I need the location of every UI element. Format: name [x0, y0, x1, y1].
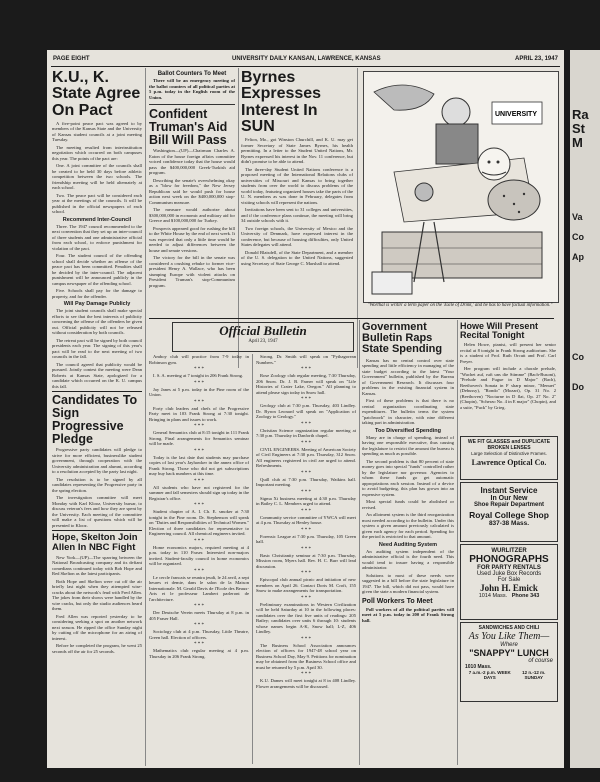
headline-howe: Howe Will Present Recital Tonight [460, 322, 538, 341]
folio-left: PAGE EIGHT [53, 56, 90, 62]
column-rule [359, 320, 360, 765]
official-bulletin-banner [172, 322, 354, 352]
column-1 [52, 70, 142, 765]
headline-hope-skelton: Hope, Skelton Join Allen In NBC Fight [52, 532, 138, 554]
bulletin-title: Official Bulletin [219, 323, 307, 338]
column-rule [145, 68, 146, 766]
bulletin-column-2: Strong. Dr. Smith will speak on "Pythagorean Numbers." * * * Rose Zoology club regular meeting, 7:30 Thursday, 206 Snow. Dr. J. B. Farner will speak on "Life Histories of Crater Lake, Oregon." All planning to attend please sign today in Snow hall. * * * Geology club at 7:30 p.m. Thursday, 403 Lindley. Dr. Byron Leonard will speak on "Application of Zoology to Geology." * * * Christian Science organization regular meeting at 7:30 p.m. Thursday in Danforth chapel. * * * CIVIL ENGINEERS. Meeting of American Society of Civil Engineers at 7:30 p.m. Thursday, 312 Snow. All engineers registered in civil are urged to attend. Refreshments. * * * Quill club at 7:30 p.m. Thursday, Watkins hall. Important meeting. * * * Sigma Xi business meeting at 4:30 p.m. Thursday in Bailey C. L. Members urged to attend. * * * Community service committee of YWCA will meet at 4 p.m. Thursday at Henley house. * * * Forensic League at 7:30 p.m. Thursday, 105 Green hall. * * * Basic Christianity seminar at 7:30 p.m. Thursday, Mission room, Myers hall. Rev. H. C. Burr will lead discussion. * * * Episcopal club annual picnic and initiation of new members on April 26. Contact Doris M. Croft, 155 Snow to make arrangements for transportation. * * * Preliminary examinations in Western Civilization will be held Saturday at 10 in the following places: candidates over the first five units of readings: 205 Bailey; candidates over units 6 through 10: students whose names begin A-K, Snow hall; L-Z, 406 Lindley. * * * The Business School Association announces election of officers for 1947-48 school year on Business School Day, May 9. Petitions for nomination may be obtained from the Business School office and must be returned by 5 p.m. April 30. * * * K.U. Dames will meet tonight at 8 in 408 Lindley. Flower arrangements will be discussed. [256, 354, 356, 689]
bulletin-date: April 23, 1947 [248, 339, 278, 344]
ad-royal-college-shop: Instant Service In Our New Shoe Repair Department Royal College Shop 837-38 Mass. [460, 482, 558, 542]
story-truman: Washington—(UP)—Chairman Charles A. Eaton of the house foreign affairs committee voiced confidence today that the house would pass the $400,000,000 Greek-Turkish aid program. Describing the senate's overwhelming okay as a "blow for freedom," the New Jersey Republican said he would push for house action next week on the $400,000,000 stop-Communism measure. The measure would authorize about $300,000,000 in economic and military aid for Greece and $100,000,000 for Turkey. Prospects appeared good for rushing the bill to the White House by the end of next week. It was expected that only a little time would be needed to adjust differences between the house and senate versions. The victory for the bill in the senate was considered a crushing rebuke to former vice-president Henry A. Wallace, who has been stumping Europe with violent attacks on President Truman's stop-Communism program. [149, 148, 235, 288]
cartoon-caption: "Worthal is writin' a term paper on the 'Exile of Drink,' and he has to have factual information." [367, 303, 553, 308]
ad-wurlitzer: WURLITZER PHONOGRAPHS FOR PARTY RENTALS Used Juke Box Records For Sale John H. Emick 1014 Mass. Phone 343 [460, 544, 558, 620]
story-byrnes: Felton, Mo., got Winston Churchill, and K. U. may get former Secretary of State James Byrnes, his health permitting. In a letter to the Student United Nations, Mr. Byrnes expressed his interest in the Nov. 11 conference, but didn't promise to be able to attend. The three-day Student United Nations conference is a proposed meeting of the International Relations clubs of universities of Missouri and Kansas to bring together students from over the world to discuss problems of the world today, featuring organized houses take the parts of the U. N. members as was done in February, delegates from visiting schools will represent the nations. Invitations have been sent to 31 colleges and universities, and if the conference plans continue, the meeting will bring 34 outside schools with it. Two foreign schools, the University of Mexico and the University of Denmark, have expressed interest in the conference, but because of housing difficulties, only United States delegates will attend. Donald Blaisdell, of the State Department, and a member of the U. S. delegation to the United Nations, suggested using Secretary of State George C. Marshall to attend. [241, 137, 353, 266]
story-pact-3: The joint student councils shall make special efforts to see that the best interests of publicity concerning the offense of the offenders be given out. Official publicity will not be released without consideration by both councils. The retreat pact will be signed by both council presidents each year. The signing of this year's pact will be read to the next meeting of two councils in the fall. The council agreed that publicity would be pursued. Jointly contest the meeting were Dean Roberts at Kansas State, apologized for a candidate which occurred on the K. U. campus this fall. [52, 308, 142, 389]
story-candidates: Progressive party candidates will pledge to strive for more efficient, businesslike student government, through cooperation with the University administration and alumni, according to a resolution accepted by the party last night. The resolution is to be signed by all candidates representing the Progressive party in the spring election. The investigation committee will meet Monday with Karl Klooz, University bursar, to discuss veteran's fees and how they are spent by the University. Each meeting of the committee will make a list of questions which will be presented to Klooz. [52, 447, 142, 528]
subhead-diversified: Too Diversified Spending [375, 427, 441, 434]
government-column: Government Bulletin Raps State Spending Kansas has no central control over state spending and little efficiency in managing of the state budget according to the latest "Your Government" bulletin, published by the Bureau of Government Research. It discusses four problems in the existing financial system in Kansas. First of these problems is that there is no central organization coordinating state expenditures. The bulletin terms the system "patchwork" in character, with nine different taking part in administration. Too Diversified Spending Many are in charge of spending, instead of having one responsible executive, thus causing the legislature to restrict the amount the bureau is spending as much as possible. The second problem is that 80 percent of state money goes into special "funds" controlled rather by the legislature nor governor. Agencies to whom these funds go get automatic appropriations each session. Instead of a device to avoid budgeting, this plan has grown into an expensive system. Most special funds could be abolished or revised. An allotment system is the third reorganization most needed according to the bulletin. Under this system a given amount previously calculated is given each agency for each period. Spending for the period is restricted to that amount. Need Auditing System An auditing system independent of the administrative official is the fourth need. This would tend to insure having a responsible administrator. Solutions to most of these needs were suggested in a bill before the state legislature in 1947. The bill, which did not pass, would have given the state a modern financial system. Poll Workers To Meet Poll workers of all the political parties will meet at 5 p.m. today in 200 of Frank Strong hall. [362, 322, 454, 623]
howe-recital: Howe Will Present Recital Tonight Helen Howe, pianist, will present her senior recital at 8 tonight in Frank Strong auditorium. She is a student of Prof. Ruth Orcutt and Prof. Carl Preyer. Her program will include a chorale prelude, "Wachet auf, ruft uns die Stimme" (Bach-Busoni), "Prelude and Fugue in D Major" (Bach), Beethoven's Sonata in F sharp minor, "Menuet" (Debussy), "Rondo" (Mozart), Op. 31 No. 2 (Beethoven) "Nocturne in D flat, Op. 27 No. 2" (Chopin), "Scherzo No. 4 in E major" (Chopin), and a suite, "Puck" by Grieg. [460, 322, 556, 410]
headline-government: Government Bulletin Raps State Spending [362, 322, 443, 356]
subhead-inter-council: Recommend Inter-Council [62, 216, 132, 223]
story-hope-skelton: New York—(UP)—The sparring between the National Broadcasting company and its defiant comedians continued today with Bob Hope and Red Skelton as the latest participants. Both Hope and Skelton were cut off the air briefly last night when they attempted wise-cracks about the network's feud with Fred Allen. The jokes from their shows were handled by the wire cracks, but only the studio audiences heard them. Fred Allen was reported yesterday to be considering seeking a spot on another network next season. He ripped the office Sunday night by cutting off the microphone for an airing of interest. Before he completed the program, he went 25 seconds off the air for 25 seconds. [52, 554, 142, 654]
column-rule [457, 320, 458, 765]
folio-right: APRIL 23, 1947 [515, 56, 558, 62]
ballot-box [149, 71, 235, 105]
headline-truman: Confident Truman's Aid Bill Will Pass [149, 107, 228, 147]
adjoining-page-strip: Ra St M Va Co Ap Co Do [570, 50, 600, 768]
masthead-rule [51, 66, 560, 67]
column-rule [252, 354, 253, 764]
ballot-text: There will be an emergency meeting of the ballot counters of all political parties at 5 p.m. today in the English room of the Union. [149, 78, 235, 100]
rule [52, 530, 142, 531]
ad-snappy-lunch: SANDWICHES AND CHILI As You Like Them— Where "SNAPPY" LUNCH of course 1010 Mass. 7 a.m.-2 p.m. WEEK DAYS 12 n.-12 m. SUNDAY [460, 622, 558, 702]
headline-candidates: Candidates To Sign Progressive Pledge [52, 393, 138, 446]
cartoon-sign: UNIVERSITY [495, 111, 538, 118]
story-pact-2: Three. The 1947 council recommended to the next convention that they set up an inter-council of three students and one administrative official from each school, to enforce punishment for violation of the pact. Four. The student council of the offending school shall decide whether an offense of the peace pact has been committed. Penalties shall be decided by the inter-council. The adjacent punishment will be announced publicly in the campus newspaper of the offending school. Five. Schools shall pay for the damage to property, and for the offender. [52, 223, 142, 299]
folio-center: UNIVERSITY DAILY KANSAN, LAWRENCE, KANSAS [232, 56, 381, 62]
subhead-damage: Will Pay Damage Publicly [63, 301, 131, 308]
story-pact-1: A five-point peace pact was agreed to by members of the Kansas State and the University of Kansas student councils at a joint meeting Tuesday. The meeting resulted from interinstitution negotiation which occurred on both campuses this year. The points of the pact are: One. A joint committee of the councils shall be created to be held 30 days before athletic competition between the two schools. The friendship meeting will be held alternately at each school. Two. The peace pact will be considered each year at the meetings of the councils. It will be published in the official newspapers of each school. [52, 120, 142, 215]
section-rule [149, 318, 554, 319]
column-rule [357, 68, 358, 368]
rule [52, 391, 142, 392]
bulletin-column-1: Amboy club will practice from 7-9 today in Robinson gym. * * * I. S. A. meeting at 7 tonight in 206 Frank Strong. * * * Jay Janes at 5 p.m. today in the Pine room of the Union. * * * Forty club leaders and chefs of the Progressive Party meet in 103 Frank Strong at 7:30 tonight. Bringing in plans and issues to work. * * * General Semantics club at 8:15 tonight in 111 Frank Strong. Final arrangements for Semantics seminar will be made. * * * Today is the last date that students may purchase copies of last year's Jayhawker in the annex office of Frank Strong. Those who did not get subscriptions may buy back numbers at this time. * * * All students who have not registered for the summer and fall semesters should sign up today in the Registrar's office. * * * Student chapter of A. I. Ch. E. smoker at 7:30 tonight in the Pine room. Dr. Stephenson will speak on "Duties and Responsibilities of Technical Women." Election of three candidates for representative to Engineering council. All chemical engineers invited. * * * Home economics majors, required meeting at 4 p.m. today in 110 Fraser. Interested non-majors invited. Student-faculty council in home economics will be organized. * * * Le cercle francais se reunira jeudi, le 24 avril, a sept heures et demie, dans le salon de la Maison Internationale. M. Gerald Davis de l'Ecole des Beaux-Arts et le professeur Lambert parleront de l'architecture. * * * Der Deutsche Verein meets Thursday at 8 p.m. in 405 Fraser Hall. * * * Sociology club at 4 p.m. Thursday, Little Theatre, Green hall. Election of officers. * * * Mathematics club regular meeting at 4 p.m. Thursday in 206 Frank Strong. [149, 354, 249, 659]
ballot-title: Ballot Counters To Meet [157, 71, 227, 77]
subhead-auditing: Need Auditing System [378, 541, 438, 548]
headline-ku-kstate: K.U., K. State Agree On Pact [52, 70, 141, 119]
cartoon-panel [363, 71, 559, 303]
cartoon-drawing [364, 72, 558, 302]
ad-lawrence-optical: WE FIT GLASSES and DUPLICATE BROKEN LENSES Large Selection of Distinctive Frames. Lawrence Optical Co. [460, 436, 558, 480]
headline-byrnes: Byrnes Expresses Interest In SUN [241, 70, 322, 135]
poll-workers-text: Poll workers of all the political parties will meet at 5 p.m. today in 200 of Frank Strong hall. [362, 606, 454, 623]
headline-poll-workers: Poll Workers To Meet [362, 597, 433, 605]
